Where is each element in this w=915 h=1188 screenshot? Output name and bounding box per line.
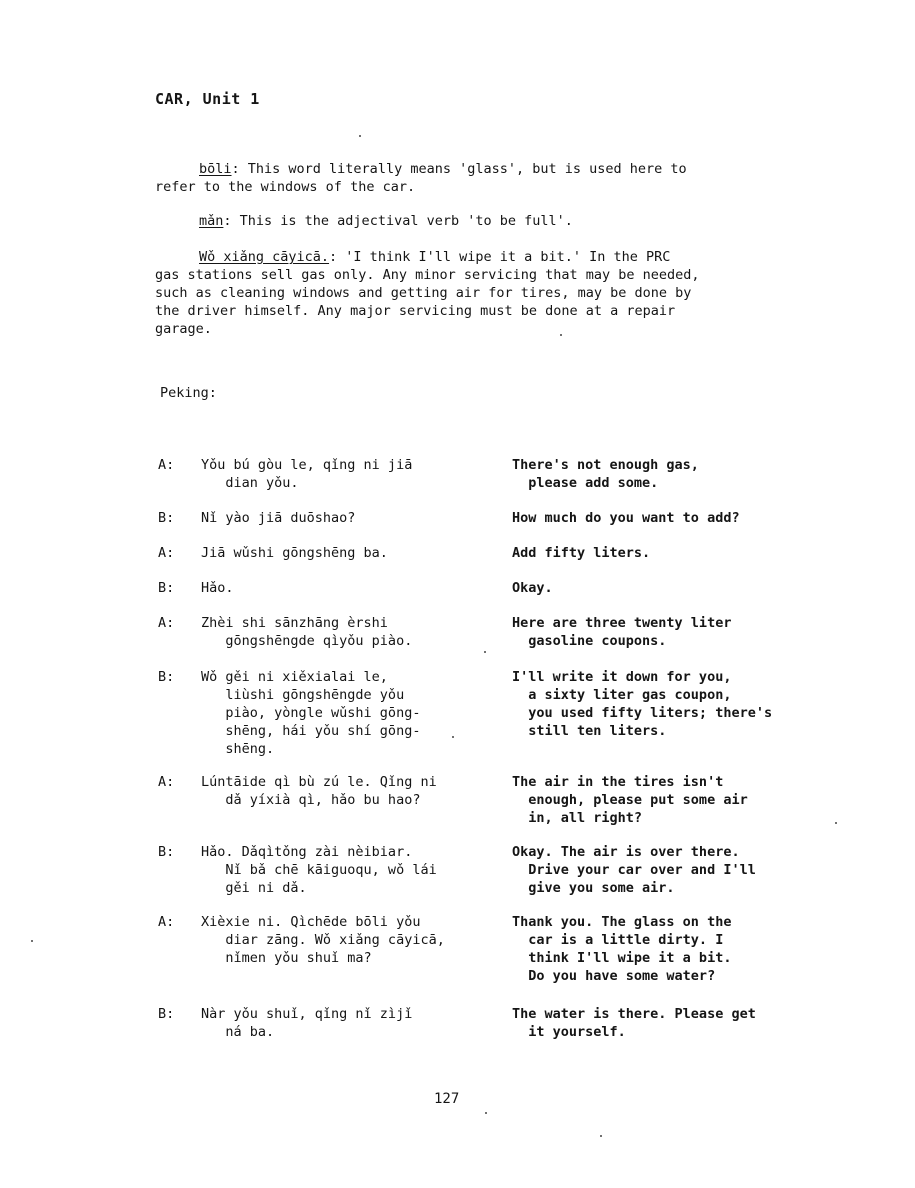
note-term: Wǒ xiǎng cāyicā. bbox=[199, 249, 330, 265]
english-translation: Okay. bbox=[512, 580, 553, 596]
scan-speck bbox=[359, 135, 361, 137]
note-text-line1: : This word literally means 'glass', but is used here to bbox=[231, 161, 687, 177]
scan-speck bbox=[31, 940, 33, 942]
scan-speck bbox=[600, 1135, 602, 1137]
speaker-label: B: bbox=[158, 669, 175, 685]
note-text-rest: refer to the windows of the car. bbox=[155, 179, 416, 195]
chinese-text: Hǎo. bbox=[201, 580, 234, 596]
note-text-line1: : 'I think I'll wipe it a bit.' In the PRC bbox=[329, 249, 671, 265]
scan-speck bbox=[560, 334, 562, 336]
chinese-text: Nǐ yào jiā duōshao? bbox=[201, 510, 356, 526]
english-translation: Thank you. The glass on the car is a little dirty. I think I'll wipe it a bit. Do you have some water? bbox=[512, 914, 732, 984]
note-term: bōli bbox=[199, 161, 232, 177]
dialogue-line bbox=[158, 913, 818, 1013]
english-translation: I'll write it down for you, a sixty liter gas coupon, you used fifty liters; there's still ten liters. bbox=[512, 669, 773, 739]
chinese-text: Wǒ gěi ni xiěxialai le, liùshi gōngshēngde yǒu piào, yòngle wǔshi gōng- shēng, hái yǒu shí gōng- shēng. bbox=[201, 669, 421, 757]
english-translation: Okay. The air is over there. Drive your car over and I'll give you some air. bbox=[512, 844, 756, 896]
chinese-text: Jiā wǔshi gōngshēng ba. bbox=[201, 545, 388, 561]
note-text-rest: gas stations sell gas only. Any minor servicing that may be needed, such as cleaning windows and getting air for tires, may be done by the driver himself. Any major servicing must be done at a repair garage. bbox=[155, 267, 700, 337]
scan-speck bbox=[835, 822, 837, 824]
unit-heading: CAR, Unit 1 bbox=[155, 90, 260, 108]
scan-speck bbox=[452, 736, 454, 738]
chinese-text: Hǎo. Dǎqìtǒng zài nèibiar. Nǐ bǎ chē kāiguoqu, wǒ lái gěi ni dǎ. bbox=[201, 844, 437, 896]
speaker-label: A: bbox=[158, 615, 175, 631]
note-wo-xiang-cayica bbox=[155, 248, 745, 338]
english-translation: How much do you want to add? bbox=[512, 510, 740, 526]
chinese-text: Xièxie ni. Qìchēde bōli yǒu diar zāng. Wǒ xiǎng cāyicā, nǐmen yǒu shuǐ ma? bbox=[201, 914, 445, 966]
english-translation: The water is there. Please get it yourself. bbox=[512, 1006, 756, 1040]
chinese-text: Nàr yǒu shuǐ, qǐng nǐ zìjǐ ná ba. bbox=[201, 1006, 413, 1040]
speaker-label: B: bbox=[158, 1006, 175, 1022]
english-translation: There's not enough gas, please add some. bbox=[512, 457, 699, 491]
speaker-label: A: bbox=[158, 545, 175, 561]
scan-speck bbox=[484, 651, 486, 653]
note-text-line1: : This is the adjectival verb 'to be full'. bbox=[223, 213, 573, 229]
speaker-label: B: bbox=[158, 844, 175, 860]
note-term: mǎn bbox=[199, 213, 224, 229]
section-label: Peking: bbox=[160, 385, 217, 401]
dialogue-line bbox=[158, 1005, 818, 1105]
speaker-label: A: bbox=[158, 457, 175, 473]
speaker-label: A: bbox=[158, 774, 175, 790]
chinese-text: Zhèi shi sānzhāng èrshi gōngshēngde qìyǒu piào. bbox=[201, 615, 413, 649]
english-translation: Here are three twenty liter gasoline coupons. bbox=[512, 615, 732, 649]
scan-speck bbox=[485, 1112, 487, 1114]
dialogue-line bbox=[158, 668, 818, 768]
chinese-text: Yǒu bú gòu le, qǐng ni jiā dian yǒu. bbox=[201, 457, 413, 491]
chinese-text: Lúntāide qì bù zú le. Qǐng ni dǎ yíxià qì, hǎo bu hao? bbox=[201, 774, 437, 808]
page-number: 127 bbox=[434, 1091, 460, 1107]
speaker-label: A: bbox=[158, 914, 175, 930]
speaker-label: B: bbox=[158, 510, 175, 526]
speaker-label: B: bbox=[158, 580, 175, 596]
english-translation: The air in the tires isn't enough, please put some air in, all right? bbox=[512, 774, 748, 826]
note-boli bbox=[155, 160, 745, 196]
note-man bbox=[155, 212, 745, 230]
english-translation: Add fifty liters. bbox=[512, 545, 651, 561]
